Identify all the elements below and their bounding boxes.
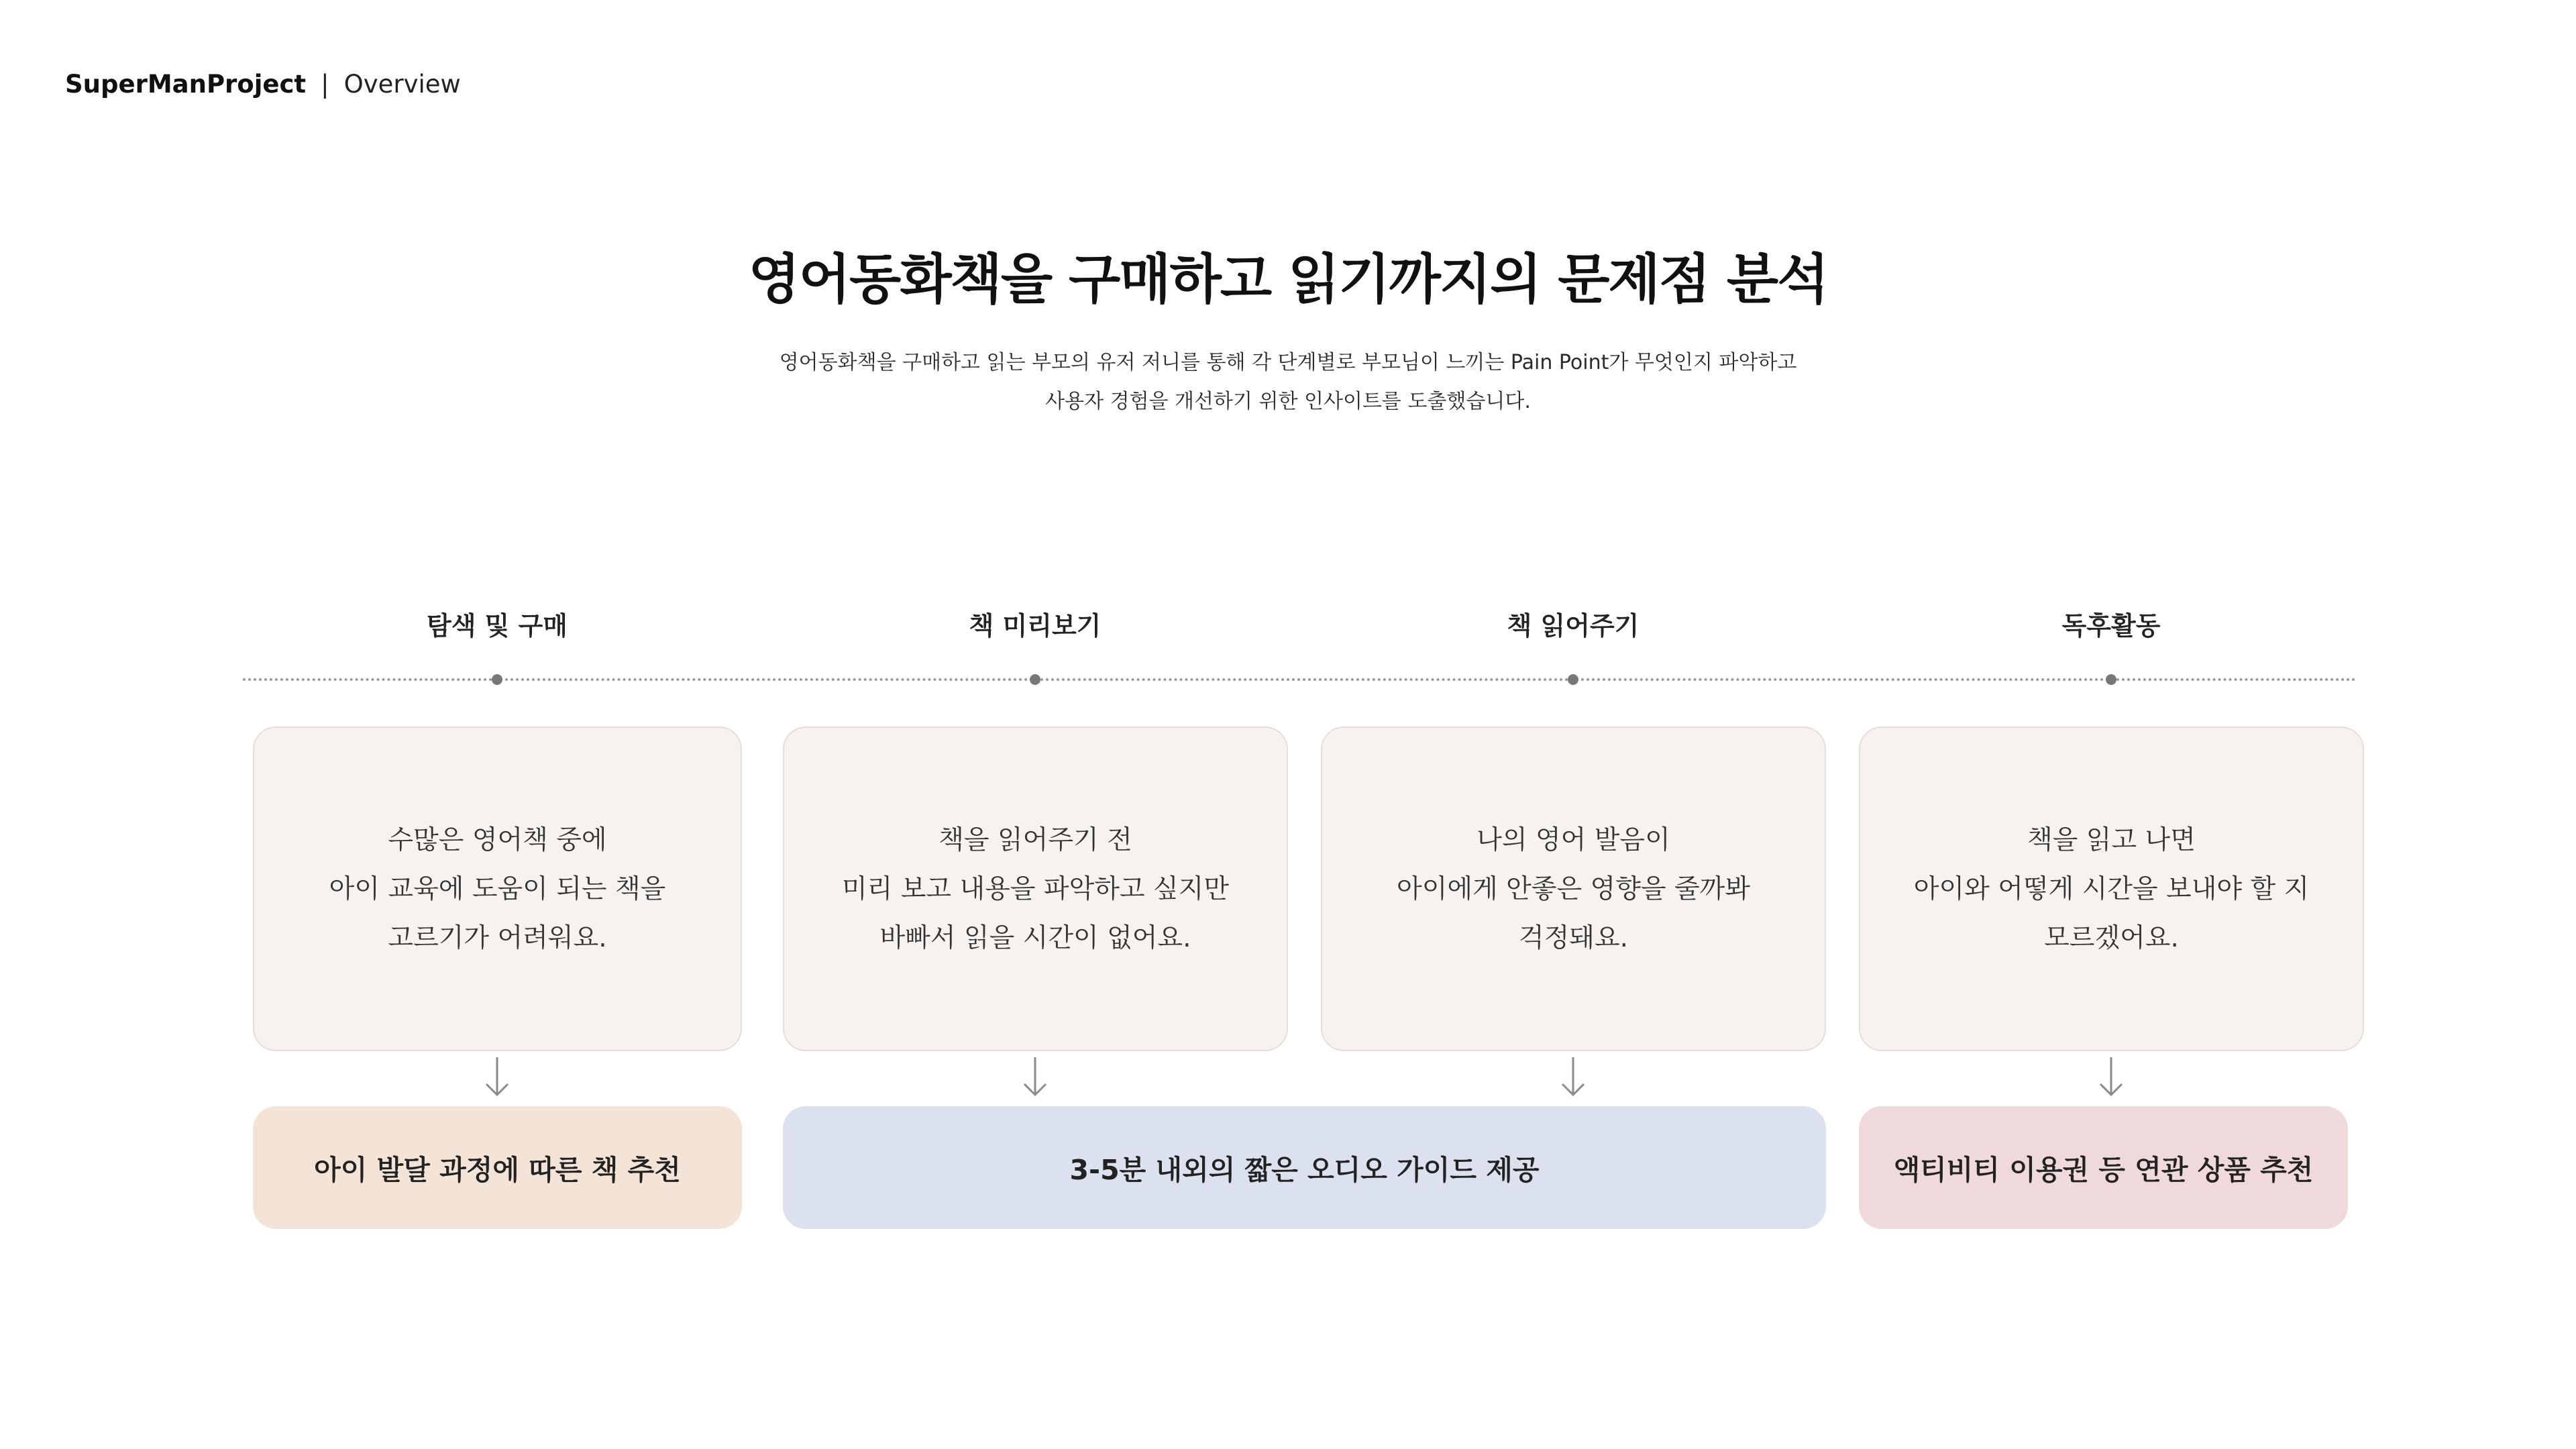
pain-point-card-preview <box>783 727 1288 1051</box>
journey-timeline <box>243 678 2357 681</box>
pain-point-card-reading <box>1321 727 1826 1051</box>
pain-line: 바빠서 읽을 시간이 없어요. <box>879 922 1191 953</box>
stage-label-reading: 책 읽어주기 <box>1507 611 1640 641</box>
pain-point-card-activity <box>1859 727 2364 1051</box>
pain-line: 걱정돼요. <box>1518 922 1629 953</box>
pain-line: 책을 읽어주기 전 <box>938 824 1132 855</box>
pain-point-text <box>329 816 666 963</box>
pain-line: 아이와 어떻게 시간을 보내야 할 지 <box>1913 873 2310 904</box>
solution-audio-guide: 3-5분 내외의 짧은 오디오 가이드 제공 <box>783 1106 1826 1229</box>
pain-line: 나의 영어 발음이 <box>1477 824 1670 855</box>
timeline-dot <box>1568 674 1578 685</box>
stage-label-activity: 독후활동 <box>2061 611 2161 641</box>
timeline-dot <box>1030 674 1040 685</box>
brand-header <box>65 67 461 101</box>
stage-label-preview: 책 미리보기 <box>969 611 1102 641</box>
pain-point-text <box>842 816 1229 963</box>
arrow-down-icon <box>1560 1056 1587 1097</box>
pain-line: 모르겠어요. <box>2044 922 2179 953</box>
description-line-1: 영어동화책을 구매하고 읽는 부모의 유저 저니를 통해 각 단계별로 부모님이 느끼는 Pain Point가 무엇인지 파악하고 <box>779 351 1797 374</box>
pain-point-text <box>1397 816 1750 963</box>
pain-line: 수많은 영어책 중에 <box>388 824 607 855</box>
pain-line: 아이 교육에 도움이 되는 책을 <box>329 873 666 904</box>
page-title: 영어동화책을 구매하고 읽기까지의 문제점 분석 <box>748 248 1828 311</box>
brand-name: SuperManProject <box>65 69 307 99</box>
solution-related-products: 액티비티 이용권 등 연관 상품 추천 <box>1859 1106 2348 1229</box>
arrow-down-icon <box>2098 1056 2125 1097</box>
page-name: Overview <box>343 69 461 99</box>
arrow-down-icon <box>484 1056 511 1097</box>
arrow-down-icon <box>1022 1056 1049 1097</box>
pain-point-text <box>1914 816 2309 963</box>
pain-point-card-search <box>253 727 742 1051</box>
pain-line: 미리 보고 내용을 파악하고 싶지만 <box>841 873 1230 904</box>
stage-label-search: 탐색 및 구매 <box>427 611 568 641</box>
timeline-dot <box>2106 674 2116 685</box>
pain-line: 책을 읽고 나면 <box>2027 824 2196 855</box>
timeline-dot <box>492 674 502 685</box>
brand-separator: | <box>321 69 329 99</box>
solution-book-recommendation: 아이 발달 과정에 따른 책 추천 <box>253 1106 742 1229</box>
pain-line: 아이에게 안좋은 영향을 줄까봐 <box>1397 873 1750 904</box>
pain-line: 고르기가 어려워요. <box>388 922 607 953</box>
page-description <box>0 343 2576 421</box>
description-line-2: 사용자 경험을 개선하기 위한 인사이트를 도출했습니다. <box>1045 390 1531 413</box>
